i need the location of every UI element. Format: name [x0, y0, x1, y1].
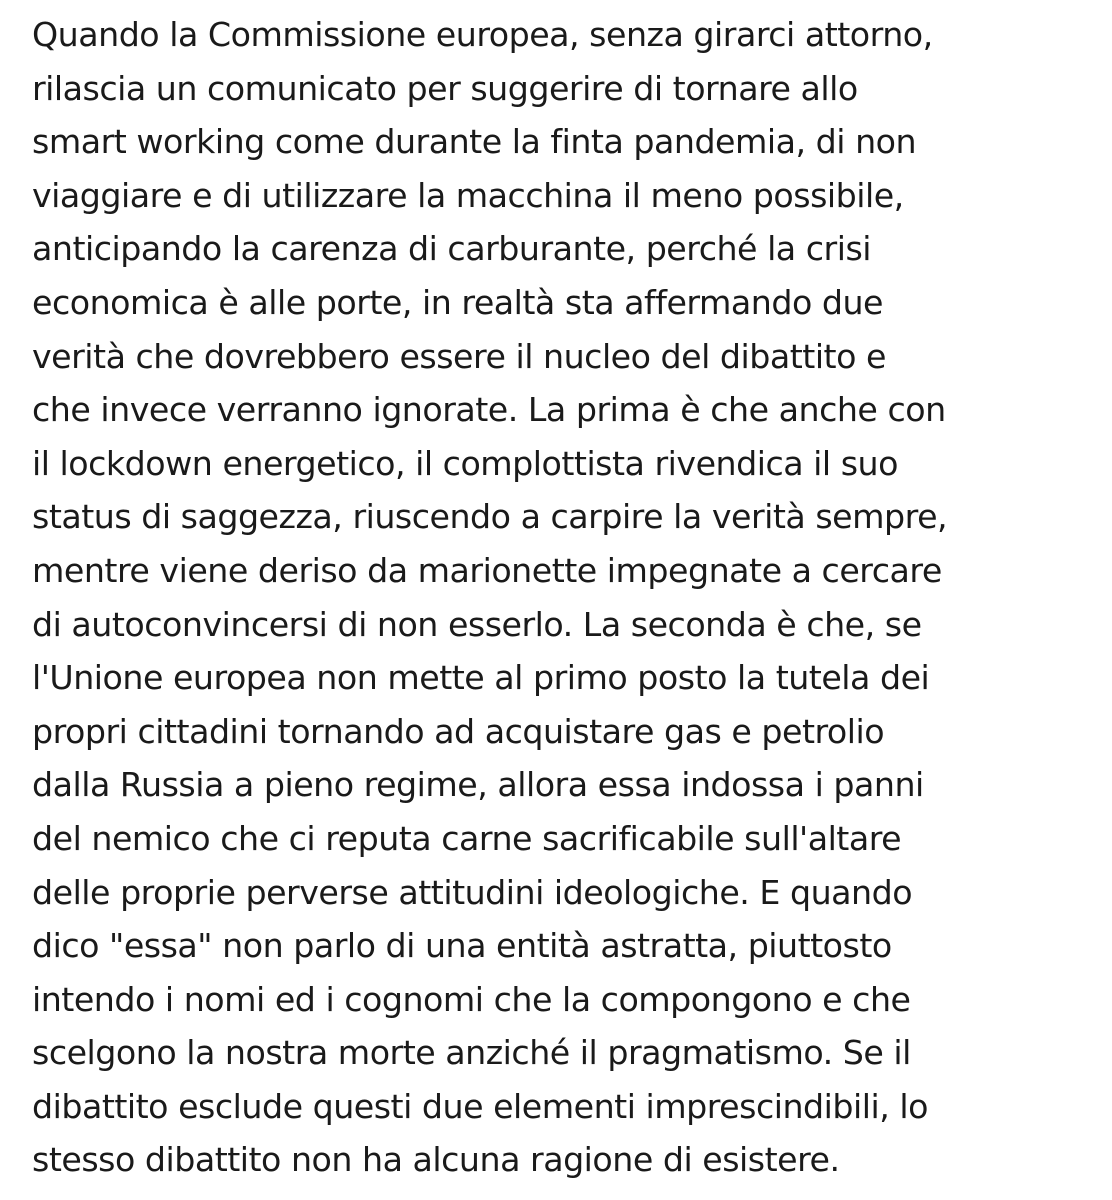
text-line: dalla Russia a pieno regime, allora essa indossa i panni [32, 765, 924, 805]
text-line: rilascia un comunicato per suggerire di tornare allo [32, 68, 858, 108]
text-line: Quando la Commissione europea, senza girarci attorno, [32, 15, 933, 54]
text-line: viaggiare e di utilizzare la macchina il meno possibile, [32, 175, 904, 215]
text-line: mentre viene deriso da marionette impegnate a cercare [32, 550, 942, 590]
text-line: intendo i nomi ed i cognomi che la compongono e che [32, 979, 911, 1019]
text-line: del nemico che ci reputa carne sacrificabile sull'altare [32, 818, 902, 858]
text-line: status di saggezza, riuscendo a carpire la verità sempre, [32, 497, 948, 537]
text-line: economica è alle porte, in realtà sta affermando due [32, 282, 884, 322]
text-line: che invece verranno ignorate. La prima è che anche con [32, 390, 946, 430]
text-line: dico "essa" non parlo di una entità astratta, piuttosto [32, 926, 892, 966]
text-line: il lockdown energetico, il complottista rivendica il suo [32, 443, 898, 483]
text-line: di autoconvincersi di non esserlo. La seconda è che, se [32, 604, 922, 644]
text-line: l'Unione europea non mette al primo posto la tutela dei [32, 658, 930, 698]
text-line: smart working come durante la finta pandemia, di non [32, 122, 917, 162]
text-line: verità che dovrebbero essere il nucleo del dibattito e [32, 336, 886, 376]
text-line: stesso dibattito non ha alcuna ragione di esistere. [32, 1140, 840, 1180]
text-line: propri cittadini tornando ad acquistare gas e petrolio [32, 711, 885, 751]
text-line: scelgono la nostra morte anziché il pragmatismo. Se il [32, 1033, 911, 1073]
text-line: dibattito esclude questi due elementi imprescindibili, lo [32, 1086, 928, 1126]
article-text [32, 8, 1112, 1187]
text-line: delle proprie perverse attitudini ideologiche. E quando [32, 872, 913, 912]
text-line: anticipando la carenza di carburante, perché la crisi [32, 229, 872, 269]
